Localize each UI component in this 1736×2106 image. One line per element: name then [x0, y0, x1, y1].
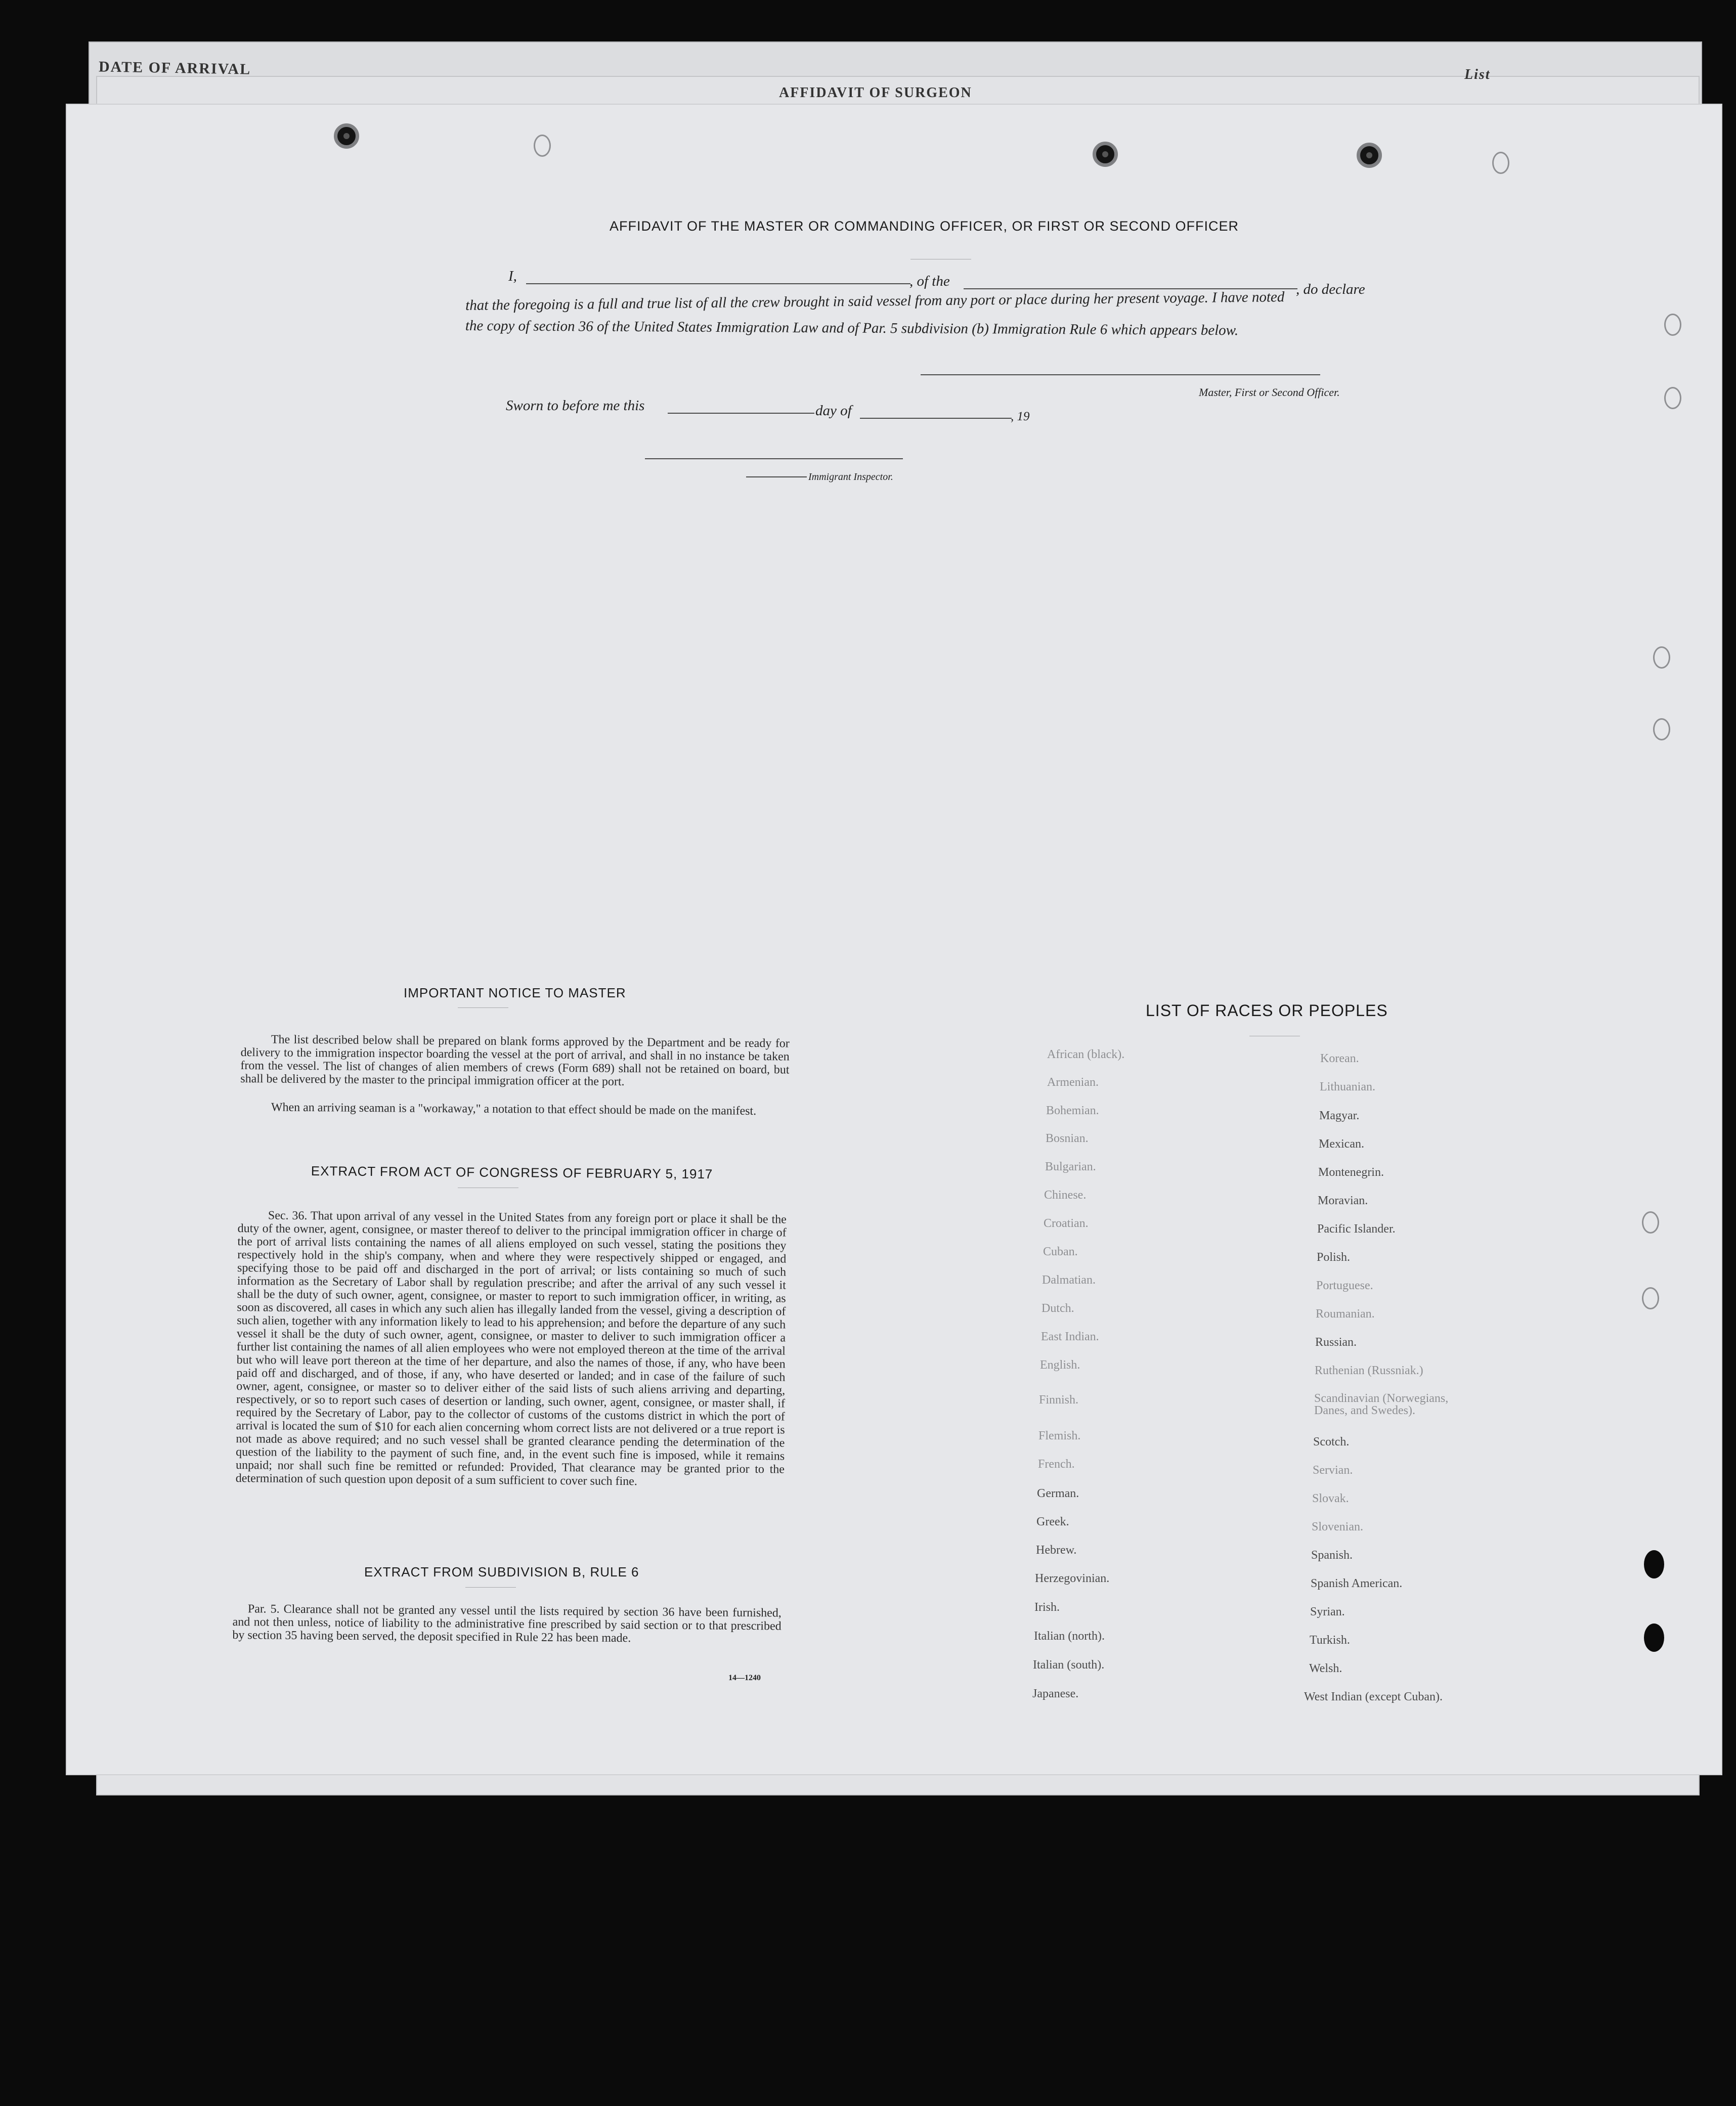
- divider: [458, 1007, 508, 1008]
- race-right-item: Mexican.: [1319, 1137, 1364, 1151]
- race-right-item: Scotch.: [1313, 1435, 1350, 1449]
- race-right-item: Spanish.: [1311, 1549, 1353, 1562]
- punch-hole: [1357, 143, 1382, 168]
- race-right-item: West Indian (except Cuban).: [1304, 1690, 1443, 1703]
- ring-mark: [534, 135, 551, 157]
- sworn-year: , 19: [1011, 410, 1030, 423]
- divider: [465, 1587, 516, 1588]
- notice-paragraph-2: When an arriving seaman is a "workaway," a notation to that effect should be made on the manifest.: [271, 1101, 757, 1118]
- inspector-label: Immigrant Inspector.: [808, 471, 893, 482]
- signature-label: Master, First or Second Officer.: [1199, 386, 1340, 399]
- race-left-item: Finnish.: [1039, 1393, 1079, 1407]
- race-left-item: East Indian.: [1041, 1330, 1099, 1343]
- race-left-item: Irish.: [1034, 1601, 1060, 1614]
- race-right-item: Turkish.: [1310, 1634, 1350, 1647]
- race-left-item: Dalmatian.: [1042, 1274, 1096, 1287]
- race-right-item: Spanish American.: [1311, 1577, 1403, 1590]
- race-left-item: Flemish.: [1038, 1429, 1081, 1442]
- date-of-arrival-label: DATE OF ARRIVAL: [98, 58, 251, 78]
- affidavit-line-2: that the foregoing is a full and true list of all the crew brought in said vessel from any port or place during her present voyage. I have noted: [465, 289, 1285, 314]
- punch-hole: [334, 123, 359, 149]
- race-right-item: Russian.: [1315, 1336, 1357, 1349]
- sworn-day-of: day of: [815, 403, 852, 419]
- affidavit-of-the: , of the: [909, 273, 950, 289]
- race-left-item: Cuban.: [1043, 1245, 1078, 1258]
- inspector-name-line: [746, 476, 807, 477]
- race-right-item: Welsh.: [1309, 1662, 1342, 1675]
- race-right-item: Portuguese.: [1316, 1279, 1373, 1292]
- ring-mark: [1653, 718, 1670, 740]
- form-number: 14—1240: [728, 1674, 761, 1682]
- extract-rule-body: Par. 5. Clearance shall not be granted any vessel until the lists required by section 36 have been furnished, and not then unless, notice of liability to the administrative fine prescribed by said section or to that prescribed by section 35 having been served, the deposit specified in Rule 22 has been made.: [232, 1602, 782, 1645]
- race-left-item: Hebrew.: [1036, 1544, 1077, 1557]
- affidavit-line-3: the copy of section 36 of the United States Immigration Law and of Par. 5 subdivision (b) Immigration Rule 6 which appears below.: [465, 318, 1239, 339]
- race-right-item: Ruthenian (Russniak.): [1315, 1364, 1423, 1377]
- race-left-item: Bohemian.: [1046, 1104, 1099, 1117]
- notice-paragraph-1: The list described below shall be prepared on blank forms approved by the Department and be ready for delivery to the immigration inspector boarding the vessel at the port of arrival, and shall in no instance be taken from the vessel. The list of changes of alien members of crews (Form 689) shall not be retained on board, but shall be delivered by the master to the principal immigration officer at the port.: [240, 1033, 790, 1088]
- race-left-item: Herzegovinian.: [1035, 1572, 1110, 1585]
- affidavit-title: AFFIDAVIT OF THE MASTER OR COMMANDING OFFICER, OR FIRST OR SECOND OFFICER: [610, 218, 1239, 234]
- affidavit-of-surgeon-title: AFFIDAVIT OF SURGEON: [779, 85, 972, 101]
- edge-hole: [1644, 1550, 1664, 1578]
- race-right-item: Magyar.: [1319, 1109, 1360, 1122]
- race-left-item: German.: [1037, 1487, 1079, 1500]
- race-right-item: Polish.: [1317, 1251, 1351, 1264]
- notice-title: IMPORTANT NOTICE TO MASTER: [404, 985, 626, 1000]
- affidavit-do-declare: , do declare: [1296, 281, 1365, 297]
- race-right-item: Slovenian.: [1312, 1520, 1363, 1533]
- race-right-item: Pacific Islander.: [1317, 1222, 1396, 1236]
- race-left-item: Dutch.: [1041, 1302, 1074, 1315]
- race-left-item: Armenian.: [1047, 1076, 1099, 1089]
- races-title: LIST OF RACES OR PEOPLES: [1146, 1001, 1388, 1020]
- race-left-item: French.: [1038, 1458, 1075, 1471]
- ring-mark: [1642, 1287, 1659, 1309]
- inspector-signature-line: [645, 458, 903, 459]
- ring-mark: [1653, 646, 1670, 669]
- edge-hole: [1644, 1624, 1664, 1652]
- sworn-before: Sworn to before me this: [506, 398, 645, 414]
- name-blank-line: [526, 283, 910, 284]
- race-left-item: Italian (north).: [1034, 1630, 1105, 1643]
- main-sheet: [66, 104, 1722, 1775]
- race-left-item: Bosnian.: [1046, 1132, 1089, 1145]
- race-right-item: Korean.: [1320, 1052, 1359, 1065]
- race-right-item: Moravian.: [1318, 1194, 1368, 1207]
- race-left-item: Bulgarian.: [1045, 1160, 1096, 1173]
- ring-mark: [1664, 314, 1681, 336]
- affidavit-opening: I,: [508, 268, 517, 284]
- race-right-item: Slovak.: [1312, 1492, 1349, 1505]
- sworn-day-line: [668, 413, 814, 414]
- extract-act-body: Sec. 36. That upon arrival of any vessel in the United States from any foreign port or place it shall be the duty of the owner, agent, consignee, or master thereof to deliver to the principal immigration officer in charge of the port of arrival lists containing the names of all aliens employed on such vessel, stating the positions they respectively hold in the ship's company, when and where they were respectively shipped or engaged, and specifying those to be paid off and discharged in the port of arrival; or lists containing so much of such information as the Secretary of Labor shall by regulation prescribe; and after the arrival of any such vessel it shall be the duty of such owner, agent, consignee, or master to report to such immigration officer, in writing, as soon as discovered, all cases in which any such alien has illegally landed from the vessel, giving a description of such alien, together with any information likely to lead to his apprehension; and before the departure of any such vessel it shall be the duty of such owner, agent, consignee, or master to deliver to such immigration officer a further list containing the names of all alien employees who were not employed thereon at the time of the arrival but who will leave port thereon at the time of her departure, and also the names of those, if any, who have been paid off and discharged, and of those, if any, who have deserted or landed; and in case of the failure of such owner, agent, consignee, or master so to deliver either of the said lists of such aliens arriving and departing, respectively, or so to report such cases of desertion or landing, such owner, agent, consignee, or master shall, if required by the Secretary of Labor, pay to the collector of customs of the customs district in which the port of arrival is located the sum of $10 for each alien concerning whom correct lists are not delivered or a true report is not made as above required; and no such vessel shall be granted clearance pending the determination of the question of the liability to the payment of such fine, and, in the event such fine is imposed, while it remains unpaid; nor shall such fine be remitted or refunded: Provided, That clearance may be granted prior to the determination of such question upon deposit of a sum sufficient to cover such fine.: [235, 1209, 787, 1488]
- race-right-item: Montenegrin.: [1318, 1166, 1384, 1179]
- race-right-item: Lithuanian.: [1320, 1080, 1375, 1093]
- ring-mark: [1664, 387, 1681, 409]
- sworn-month-line: [860, 418, 1012, 419]
- corner-mark: List: [1464, 67, 1491, 82]
- race-left-item: Italian (south).: [1033, 1658, 1105, 1672]
- race-left-item: Chinese.: [1044, 1189, 1087, 1202]
- race-left-item: Croatian.: [1044, 1217, 1089, 1230]
- extract-rule-title: EXTRACT FROM SUBDIVISION B, RULE 6: [364, 1564, 639, 1580]
- race-left-item: English.: [1040, 1358, 1080, 1372]
- race-left-item: Japanese.: [1032, 1687, 1079, 1700]
- race-right-item: Syrian.: [1310, 1605, 1345, 1618]
- race-right-item: Scandinavian (Norwegians, Danes, and Swedes).: [1314, 1392, 1449, 1417]
- extract-act-title: EXTRACT FROM ACT OF CONGRESS OF FEBRUARY 5, 1917: [311, 1163, 713, 1182]
- signature-line: [921, 374, 1320, 375]
- race-right-item: Servian.: [1313, 1464, 1353, 1477]
- ring-mark: [1642, 1211, 1659, 1234]
- race-left-item: Greek.: [1036, 1515, 1069, 1528]
- punch-hole: [1093, 142, 1118, 167]
- ring-mark: [1492, 152, 1509, 174]
- race-right-item: Roumanian.: [1316, 1307, 1375, 1321]
- race-left-item: African (black).: [1047, 1048, 1125, 1061]
